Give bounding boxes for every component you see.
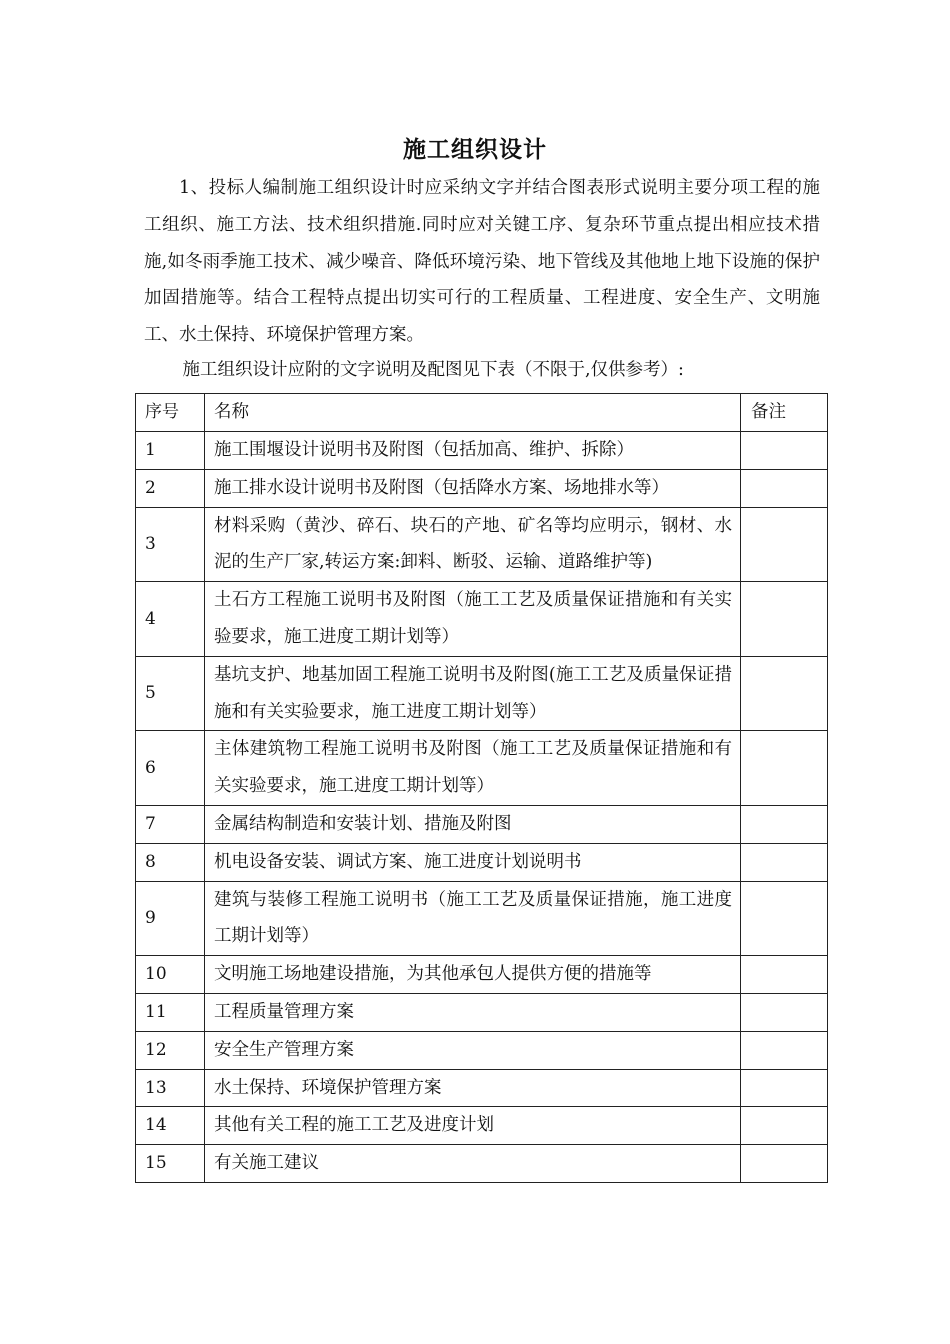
row-name: 基坑支护、地基加固工程施工说明书及附图(施工工艺及质量保证措施和有关实验要求，施工进度工期计划等） xyxy=(205,656,741,731)
row-number: 8 xyxy=(136,843,205,881)
row-remark xyxy=(741,1031,828,1069)
row-remark xyxy=(741,1145,828,1183)
table-row xyxy=(136,507,828,582)
row-name: 文明施工场地建设措施，为其他承包人提供方便的措施等 xyxy=(205,956,741,994)
row-number: 6 xyxy=(136,731,205,806)
row-number: 3 xyxy=(136,507,205,582)
row-name: 其他有关工程的施工工艺及进度计划 xyxy=(205,1107,741,1145)
row-number: 2 xyxy=(136,469,205,507)
row-name: 机电设备安装、调试方案、施工进度计划说明书 xyxy=(205,843,741,881)
table-row xyxy=(136,956,828,994)
row-name: 施工围堰设计说明书及附图（包括加高、维护、拆除） xyxy=(205,432,741,470)
row-remark xyxy=(741,469,828,507)
document-title: 施工组织设计 xyxy=(403,136,547,163)
row-number: 4 xyxy=(136,582,205,657)
row-remark xyxy=(741,582,828,657)
table-row xyxy=(136,582,828,657)
row-remark xyxy=(741,843,828,881)
row-number: 13 xyxy=(136,1069,205,1107)
row-number: 7 xyxy=(136,805,205,843)
table-row xyxy=(136,731,828,806)
intro-paragraph: 1、投标人编制施工组织设计时应采纳文字并结合图表形式说明主要分项工程的施工组织、施工方法、技术组织措施.同时应对关键工序、复杂环节重点提出相应技术措施,如冬雨季施工技术、减少噪音、降低环境污染、地下管线及其他地上地下设施的保护加固措施等。结合工程特点提出切实可行的工程质量、工程进度、安全生产、文明施工、水土保持、环境保护管理方案。 xyxy=(144,178,820,346)
row-name: 金属结构制造和安装计划、措施及附图 xyxy=(205,805,741,843)
table-row xyxy=(136,1107,828,1145)
row-number: 1 xyxy=(136,432,205,470)
row-remark xyxy=(741,881,828,956)
row-remark xyxy=(741,656,828,731)
table-row xyxy=(136,1069,828,1107)
row-remark xyxy=(741,507,828,582)
row-number: 14 xyxy=(136,1107,205,1145)
header-no: 序号 xyxy=(136,394,205,432)
table-intro-note: 施工组织设计应附的文字说明及配图见下表（不限于,仅供参考）: xyxy=(182,360,684,380)
row-name: 工程质量管理方案 xyxy=(205,993,741,1031)
row-remark xyxy=(741,731,828,806)
row-number: 10 xyxy=(136,956,205,994)
table-row xyxy=(136,469,828,507)
row-name: 材料采购（黄沙、碎石、块石的产地、矿名等均应明示，钢材、水泥的生产厂家,转运方案:卸料、断驳、运输、道路维护等) xyxy=(205,507,741,582)
row-name: 水土保持、环境保护管理方案 xyxy=(205,1069,741,1107)
table-row xyxy=(136,843,828,881)
table-header-row xyxy=(136,394,828,432)
row-name: 土石方工程施工说明书及附图（施工工艺及质量保证措施和有关实验要求，施工进度工期计划等） xyxy=(205,582,741,657)
row-number: 5 xyxy=(136,656,205,731)
table-row xyxy=(136,656,828,731)
header-name: 名称 xyxy=(205,394,741,432)
row-name: 安全生产管理方案 xyxy=(205,1031,741,1069)
row-number: 15 xyxy=(136,1145,205,1183)
row-number: 12 xyxy=(136,1031,205,1069)
row-remark xyxy=(741,956,828,994)
attachments-table xyxy=(135,393,828,1183)
row-number: 11 xyxy=(136,993,205,1031)
row-remark xyxy=(741,993,828,1031)
row-remark xyxy=(741,1069,828,1107)
table-row xyxy=(136,805,828,843)
row-remark xyxy=(741,805,828,843)
row-number: 9 xyxy=(136,881,205,956)
table-row xyxy=(136,432,828,470)
table-row xyxy=(136,881,828,956)
row-name: 有关施工建议 xyxy=(205,1145,741,1183)
row-name: 建筑与装修工程施工说明书（施工工艺及质量保证措施，施工进度工期计划等） xyxy=(205,881,741,956)
table-row xyxy=(136,1145,828,1183)
row-name: 主体建筑物工程施工说明书及附图（施工工艺及质量保证措施和有关实验要求，施工进度工期计划等） xyxy=(205,731,741,806)
header-remark: 备注 xyxy=(741,394,828,432)
row-name: 施工排水设计说明书及附图（包括降水方案、场地排水等） xyxy=(205,469,741,507)
row-remark xyxy=(741,1107,828,1145)
row-remark xyxy=(741,432,828,470)
table-row xyxy=(136,993,828,1031)
table-row xyxy=(136,1031,828,1069)
